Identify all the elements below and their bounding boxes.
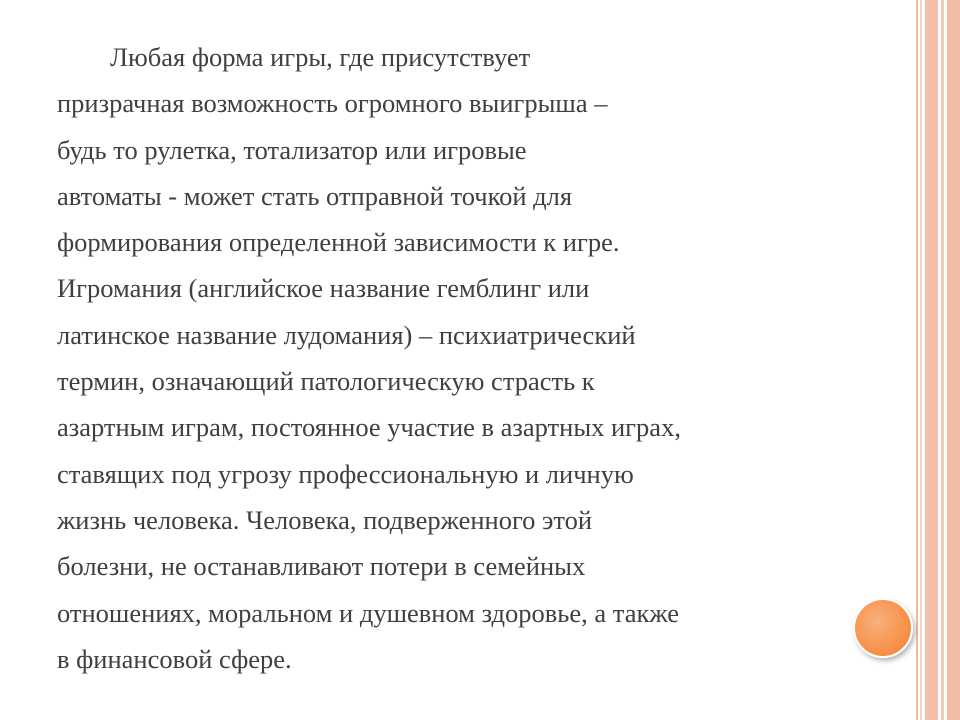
- text-line: призрачная возможность огромного выигрыша –: [57, 88, 608, 119]
- decorative-edge-stripes: [916, 0, 960, 720]
- text-line: азартным играм, постоянное участие в азартных играх,: [57, 412, 681, 443]
- text-line: Любая форма игры, где присутствует: [110, 42, 531, 72]
- edge-stripe: [916, 0, 918, 720]
- text-line: жизнь человека. Человека, подверженного этой: [57, 504, 593, 535]
- text-line: отношениях, моральном и душевном здоровье, а также: [57, 597, 680, 628]
- edge-stripe: [925, 0, 938, 720]
- edge-stripe: [941, 0, 944, 720]
- text-line: латинское название лудомания) – психиатрический: [57, 319, 636, 350]
- text-line: формирования определенной зависимости к игре.: [57, 227, 620, 258]
- text-line: Игромания (английское название гемблинг или: [57, 273, 590, 304]
- text-line: ставящих под угрозу профессиональную и личную: [57, 458, 634, 489]
- text-line: будь то рулетка, тотализатор или игровые: [57, 134, 527, 165]
- edge-stripe: [947, 0, 960, 720]
- text-line: автоматы - может стать отправной точкой для: [57, 180, 573, 211]
- text-line: в финансовой сфере.: [57, 643, 292, 674]
- edge-stripe: [920, 0, 922, 720]
- text-line: термин, означающий патологическую страсть к: [57, 366, 595, 397]
- text-line: болезни, не останавливают потери в семейных: [57, 551, 586, 582]
- orange-circle-ornament: [853, 598, 913, 658]
- slide-body-text: [57, 34, 837, 682]
